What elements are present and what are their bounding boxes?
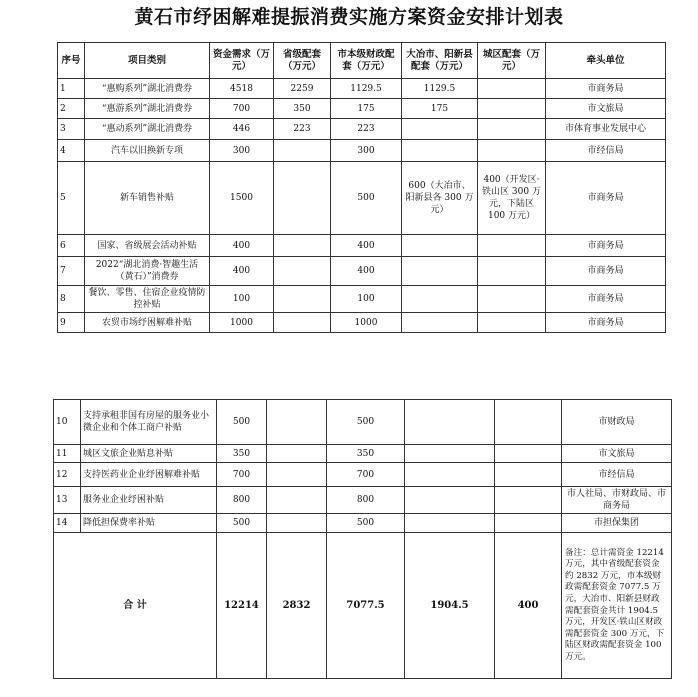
cell-district bbox=[495, 514, 562, 533]
cell-district bbox=[478, 79, 546, 99]
cell-city: 1000 bbox=[331, 313, 402, 333]
cell-county bbox=[402, 119, 478, 140]
total-note: 备注：总计需资金 12214 万元，其中省级配套资金约 2832 万元，市本级财政需配套资金 7077.5 万元，大冶市、阳新县财政需配套资金共计 1904.5 万元，开发区·铁山区财政需配套资金 300 万元，下陆区财政需配套资金 100 万元。 bbox=[562, 533, 672, 679]
cell-demand: 350 bbox=[217, 445, 267, 463]
table-row bbox=[58, 79, 666, 99]
cell-province bbox=[267, 400, 327, 445]
cell-demand: 1500 bbox=[210, 162, 274, 235]
cell-seq: 10 bbox=[54, 400, 81, 445]
cell-category: 城区文旅企业贴息补贴 bbox=[81, 445, 217, 463]
cell-province bbox=[274, 313, 331, 333]
cell-lead: 市商务局 bbox=[546, 235, 666, 257]
cell-district bbox=[478, 235, 546, 257]
total-district: 400 bbox=[495, 533, 562, 679]
cell-district bbox=[495, 445, 562, 463]
cell-district bbox=[495, 400, 562, 445]
cell-seq: 11 bbox=[54, 445, 81, 463]
table-row bbox=[58, 99, 666, 119]
cell-category: “惠游系列”湖北消费券 bbox=[85, 99, 210, 119]
cell-city: 100 bbox=[331, 286, 402, 313]
header-city: 市本级财政配套（万元） bbox=[331, 43, 402, 79]
cell-lead: 市商务局 bbox=[546, 79, 666, 99]
table-row bbox=[54, 445, 672, 463]
cell-county bbox=[405, 463, 495, 487]
cell-demand: 700 bbox=[217, 463, 267, 487]
cell-demand: 500 bbox=[217, 400, 267, 445]
cell-lead: 市商务局 bbox=[546, 313, 666, 333]
table-row bbox=[58, 313, 666, 333]
cell-province bbox=[274, 257, 331, 286]
cell-lead: 市经信局 bbox=[562, 463, 672, 487]
cell-seq: 8 bbox=[58, 286, 85, 313]
cell-seq: 6 bbox=[58, 235, 85, 257]
table-row bbox=[58, 162, 666, 235]
cell-demand: 700 bbox=[210, 99, 274, 119]
cell-category: 2022“湖北消费·智趣生活（黄石）”消费券 bbox=[85, 257, 210, 286]
cell-lead: 市商务局 bbox=[546, 286, 666, 313]
table-row bbox=[54, 400, 672, 445]
cell-lead: 市财政局 bbox=[562, 400, 672, 445]
cell-province: 350 bbox=[274, 99, 331, 119]
cell-seq: 14 bbox=[54, 514, 81, 533]
cell-county bbox=[402, 286, 478, 313]
cell-county bbox=[402, 140, 478, 162]
cell-district bbox=[478, 119, 546, 140]
table-row bbox=[58, 140, 666, 162]
table-row bbox=[58, 235, 666, 257]
header-seq: 序号 bbox=[58, 43, 85, 79]
cell-province bbox=[274, 162, 331, 235]
table-header-row bbox=[58, 43, 666, 79]
cell-district bbox=[495, 487, 562, 514]
cell-county bbox=[402, 313, 478, 333]
cell-city: 500 bbox=[331, 162, 402, 235]
cell-city: 1129.5 bbox=[331, 79, 402, 99]
cell-lead: 市文旅局 bbox=[562, 445, 672, 463]
total-city: 7077.5 bbox=[327, 533, 405, 679]
total-row bbox=[54, 533, 672, 679]
cell-district bbox=[478, 257, 546, 286]
cell-city: 300 bbox=[331, 140, 402, 162]
cell-lead: 市商务局 bbox=[546, 162, 666, 235]
cell-province bbox=[267, 487, 327, 514]
header-category: 项目类别 bbox=[85, 43, 210, 79]
cell-city: 175 bbox=[331, 99, 402, 119]
cell-seq: 12 bbox=[54, 463, 81, 487]
cell-province: 223 bbox=[274, 119, 331, 140]
cell-seq: 9 bbox=[58, 313, 85, 333]
cell-category: “惠购系列”湖北消费券 bbox=[85, 79, 210, 99]
cell-province bbox=[267, 463, 327, 487]
cell-seq: 4 bbox=[58, 140, 85, 162]
cell-province bbox=[274, 140, 331, 162]
cell-lead: 市文旅局 bbox=[546, 99, 666, 119]
cell-city: 500 bbox=[327, 514, 405, 533]
cell-district bbox=[478, 286, 546, 313]
total-county: 1904.5 bbox=[405, 533, 495, 679]
total-demand: 12214 bbox=[217, 533, 267, 679]
cell-county bbox=[405, 445, 495, 463]
cell-seq: 1 bbox=[58, 79, 85, 99]
cell-seq: 3 bbox=[58, 119, 85, 140]
cell-district bbox=[495, 463, 562, 487]
cell-city: 223 bbox=[331, 119, 402, 140]
header-district: 城区配套（万元） bbox=[478, 43, 546, 79]
header-demand: 资金需求（万元） bbox=[210, 43, 274, 79]
funding-table-part-2 bbox=[53, 399, 672, 679]
cell-district bbox=[478, 313, 546, 333]
cell-category: 新车销售补贴 bbox=[85, 162, 210, 235]
cell-lead: 市人社局、市财政局、市商务局 bbox=[562, 487, 672, 514]
cell-demand: 4518 bbox=[210, 79, 274, 99]
total-province: 2832 bbox=[267, 533, 327, 679]
funding-table-part-1 bbox=[57, 42, 666, 333]
total-label: 合 计 bbox=[54, 533, 217, 679]
cell-demand: 500 bbox=[217, 514, 267, 533]
cell-category: 农贸市场纾困解难补贴 bbox=[85, 313, 210, 333]
cell-city: 800 bbox=[327, 487, 405, 514]
cell-seq: 7 bbox=[58, 257, 85, 286]
cell-lead: 市经信局 bbox=[546, 140, 666, 162]
header-county: 大冶市、阳新县配套（万元） bbox=[402, 43, 478, 79]
cell-lead: 市商务局 bbox=[546, 257, 666, 286]
cell-city: 400 bbox=[331, 257, 402, 286]
cell-category: 支持承租非国有房屋的服务业小微企业和个体工商户补贴 bbox=[81, 400, 217, 445]
cell-county: 600（大冶市、阳新县各 300 万元） bbox=[402, 162, 478, 235]
cell-demand: 800 bbox=[217, 487, 267, 514]
cell-demand: 446 bbox=[210, 119, 274, 140]
cell-demand: 300 bbox=[210, 140, 274, 162]
table-row bbox=[54, 463, 672, 487]
cell-seq: 5 bbox=[58, 162, 85, 235]
cell-province bbox=[267, 445, 327, 463]
cell-demand: 400 bbox=[210, 235, 274, 257]
page-title: 黄石市纾困解难提振消费实施方案资金安排计划表 bbox=[134, 6, 564, 28]
cell-demand: 1000 bbox=[210, 313, 274, 333]
cell-county bbox=[405, 514, 495, 533]
table-row bbox=[58, 286, 666, 313]
cell-district bbox=[478, 140, 546, 162]
table-row bbox=[54, 514, 672, 533]
cell-category: 服务业企业纾困补贴 bbox=[81, 487, 217, 514]
cell-province bbox=[267, 514, 327, 533]
cell-demand: 400 bbox=[210, 257, 274, 286]
cell-county: 175 bbox=[402, 99, 478, 119]
cell-district: 400（开发区·铁山区 300 万元，下陆区 100 万元） bbox=[478, 162, 546, 235]
cell-category: “惠动系列”湖北消费券 bbox=[85, 119, 210, 140]
cell-district bbox=[478, 99, 546, 119]
cell-lead: 市体育事业发展中心 bbox=[546, 119, 666, 140]
cell-category: 汽车以旧换新专项 bbox=[85, 140, 210, 162]
cell-county bbox=[402, 235, 478, 257]
cell-county bbox=[405, 487, 495, 514]
cell-county bbox=[402, 257, 478, 286]
cell-city: 700 bbox=[327, 463, 405, 487]
table-row bbox=[58, 257, 666, 286]
cell-county bbox=[405, 400, 495, 445]
cell-city: 500 bbox=[327, 400, 405, 445]
cell-demand: 100 bbox=[210, 286, 274, 313]
cell-category: 国家、省级展会活动补贴 bbox=[85, 235, 210, 257]
table-row bbox=[54, 487, 672, 514]
cell-seq: 2 bbox=[58, 99, 85, 119]
cell-lead: 市担保集团 bbox=[562, 514, 672, 533]
cell-seq: 13 bbox=[54, 487, 81, 514]
cell-category: 支持医药业企业纾困解难补贴 bbox=[81, 463, 217, 487]
cell-province: 2259 bbox=[274, 79, 331, 99]
cell-province bbox=[274, 235, 331, 257]
cell-category: 餐饮、零售、住宿企业疫情防控补贴 bbox=[85, 286, 210, 313]
table-row bbox=[58, 119, 666, 140]
cell-city: 400 bbox=[331, 235, 402, 257]
cell-category: 降低担保费率补贴 bbox=[81, 514, 217, 533]
cell-city: 350 bbox=[327, 445, 405, 463]
header-lead: 牵头单位 bbox=[546, 43, 666, 79]
cell-province bbox=[274, 286, 331, 313]
header-province: 省级配套（万元） bbox=[274, 43, 331, 79]
cell-county: 1129.5 bbox=[402, 79, 478, 99]
